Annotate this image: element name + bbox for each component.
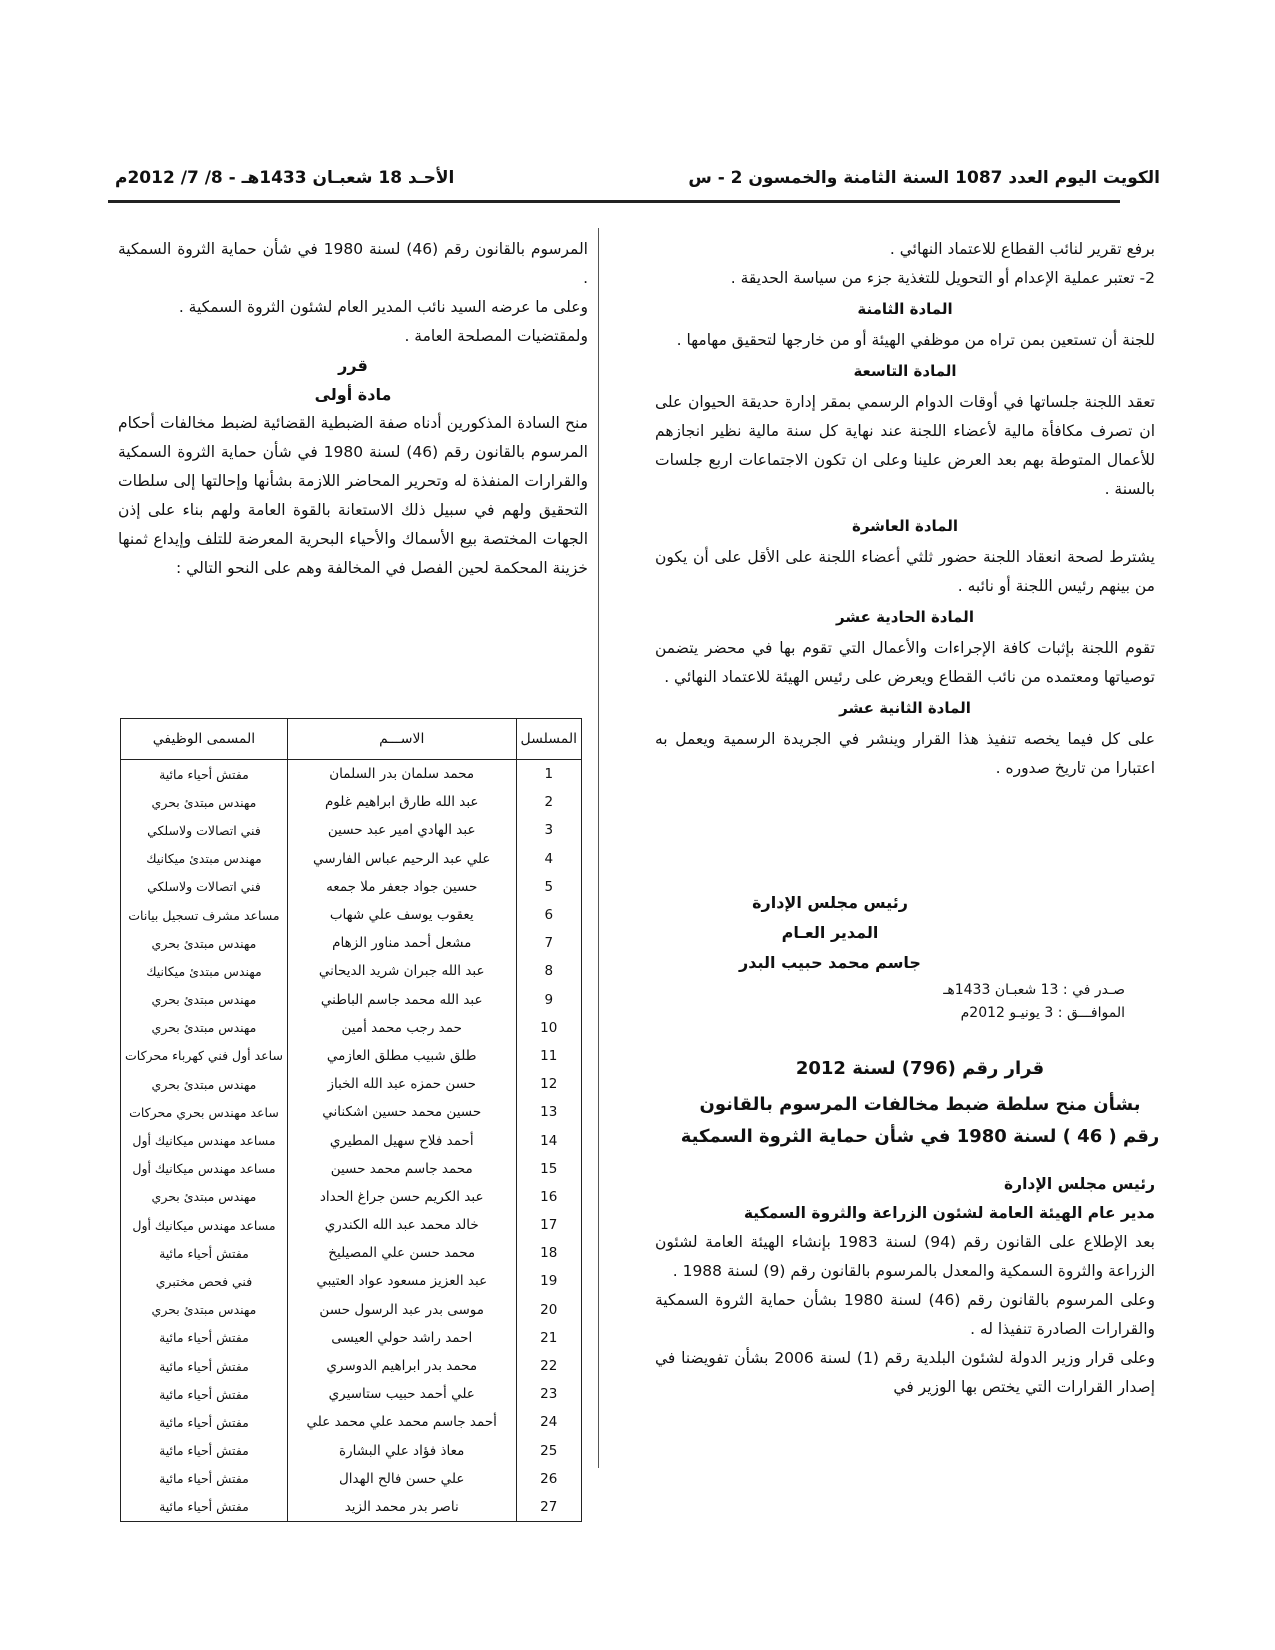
serial-cell: 12 bbox=[516, 1070, 581, 1098]
serial-cell: 18 bbox=[516, 1239, 581, 1267]
job-cell: مهندس مبتدئ بحري bbox=[121, 1014, 288, 1042]
article-heading: المادة الثانية عشر bbox=[839, 699, 971, 717]
name-cell: عبد العزيز مسعود عواد العتيبي bbox=[287, 1267, 516, 1295]
header-serial: المسلسل bbox=[516, 719, 581, 760]
date-header: الأحـد 18 شعبـان 1433هـ - 8/ 7/ 2012م bbox=[115, 168, 455, 188]
table-row bbox=[121, 1211, 582, 1239]
serial-cell: 5 bbox=[516, 873, 581, 901]
job-cell: مهندس مبتدئ بحري bbox=[121, 1296, 288, 1324]
job-cell: فني اتصالات ولاسلكي bbox=[121, 816, 288, 844]
table-row bbox=[121, 1380, 582, 1408]
table-row bbox=[121, 957, 582, 985]
serial-cell: 26 bbox=[516, 1465, 581, 1493]
table-row bbox=[121, 1070, 582, 1098]
job-cell: ساعد مهندس بحري محركات bbox=[121, 1098, 288, 1126]
decree-role: مدير عام الهيئة العامة لشئون الزراعة والثروة السمكية bbox=[743, 1204, 1155, 1222]
paragraph: وعلى المرسوم بالقانون رقم (46) لسنة 1980 بشأن حماية الثروة السمكية والقرارات الصادرة تنفيذا له . bbox=[655, 1291, 1155, 1338]
name-cell: أحمد فلاح سهيل المطيري bbox=[287, 1126, 516, 1154]
table-row bbox=[121, 1014, 582, 1042]
job-cell: مهندس مبتدئ ميكانيك bbox=[121, 845, 288, 873]
serial-cell: 10 bbox=[516, 1014, 581, 1042]
job-cell: مفتش أحياء مائية bbox=[121, 1324, 288, 1352]
paragraph: وعلى ما عرضه السيد نائب المدير العام لشئون الثروة السمكية . bbox=[178, 298, 588, 316]
job-cell: مهندس مبتدئ بحري bbox=[121, 1070, 288, 1098]
name-cell: موسى بدر عبد الرسول حسن bbox=[287, 1296, 516, 1324]
paragraph: تقوم اللجنة بإثبات كافة الإجراءات والأعمال التي تقوم بها في محضر يتضمن توصياتها ومعتمده من نائب القطاع ويعرض على رئيس الهيئة للاعتماد النهائي . bbox=[655, 639, 1155, 686]
job-cell: مفتش أحياء مائية bbox=[121, 1380, 288, 1408]
serial-cell: 21 bbox=[516, 1324, 581, 1352]
serial-cell: 15 bbox=[516, 1155, 581, 1183]
name-cell: محمد جاسم محمد حسين bbox=[287, 1155, 516, 1183]
job-cell: مهندس مبتدئ ميكانيك bbox=[121, 957, 288, 985]
job-cell: مساعد مهندس ميكانيك أول bbox=[121, 1211, 288, 1239]
issued-date: صـدر في : 13 شعبـان 1433هـ bbox=[943, 982, 1125, 998]
signature-role: المدير العـام bbox=[781, 923, 879, 942]
serial-cell: 16 bbox=[516, 1183, 581, 1211]
table-row bbox=[121, 1352, 582, 1380]
job-cell: مفتش أحياء مائية bbox=[121, 1437, 288, 1465]
name-cell: محمد بدر ابراهيم الدوسري bbox=[287, 1352, 516, 1380]
name-cell: معاذ فؤاد علي البشارة bbox=[287, 1437, 516, 1465]
officers-table bbox=[120, 718, 582, 1522]
paragraph: المرسوم بالقانون رقم (46) لسنة 1980 في شأن حماية الثروة السمكية . bbox=[118, 240, 588, 287]
table-row bbox=[121, 1183, 582, 1211]
serial-cell: 6 bbox=[516, 901, 581, 929]
job-cell: مفتش أحياء مائية bbox=[121, 1465, 288, 1493]
table-row bbox=[121, 1126, 582, 1154]
table-row bbox=[121, 1267, 582, 1295]
table-row bbox=[121, 816, 582, 844]
article-heading: مادة أولى bbox=[314, 385, 392, 404]
table-row bbox=[121, 986, 582, 1014]
paragraph: ولمقتضيات المصلحة العامة . bbox=[404, 327, 588, 345]
header-job: المسمى الوظيفي bbox=[121, 719, 288, 760]
serial-cell: 25 bbox=[516, 1437, 581, 1465]
name-cell: محمد سلمان بدر السلمان bbox=[287, 760, 516, 789]
table-row bbox=[121, 1239, 582, 1267]
table-row bbox=[121, 873, 582, 901]
article-heading: المادة العاشرة bbox=[851, 517, 959, 535]
name-cell: طلق شبيب مطلق العازمي bbox=[287, 1042, 516, 1070]
decree-subtitle: بشأن منح سلطة ضبط مخالفات المرسوم بالقانون bbox=[699, 1094, 1141, 1115]
article-heading: المادة التاسعة bbox=[853, 362, 957, 380]
article-heading: المادة الحادية عشر bbox=[836, 608, 974, 626]
table-row bbox=[121, 1493, 582, 1522]
job-cell: مساعد مشرف تسجيل بيانات bbox=[121, 901, 288, 929]
serial-cell: 14 bbox=[516, 1126, 581, 1154]
job-cell: مهندس مبتدئ بحري bbox=[121, 788, 288, 816]
serial-cell: 11 bbox=[516, 1042, 581, 1070]
decree-title: قرار رقم (796) لسنة 2012 bbox=[795, 1058, 1045, 1079]
name-cell: خالد محمد عبد الله الكندري bbox=[287, 1211, 516, 1239]
decree-body bbox=[655, 1170, 1155, 1402]
table-row bbox=[121, 929, 582, 957]
paragraph: يشترط لصحة انعقاد اللجنة حضور ثلثي أعضاء اللجنة على الأقل على أن يكون من بينهم رئيس اللجنة أو نائبه . bbox=[655, 548, 1155, 595]
serial-cell: 8 bbox=[516, 957, 581, 985]
job-cell: مساعد مهندس ميكانيك أول bbox=[121, 1126, 288, 1154]
table-header-row bbox=[121, 719, 582, 760]
paragraph: تعقد اللجنة جلساتها في أوقات الدوام الرسمي بمقر إدارة حديقة الحيوان على ان تصرف مكافأة مالية لأعضاء اللجنة عند نهاية كل سنة مالية نظير انجازهم للأعمال المتوطة بهم بعد العرض علينا وعلى ان تكون الاجتماعات اربع جلسات بالسنة . bbox=[655, 393, 1155, 498]
paragraph: برفع تقرير لنائب القطاع للاعتماد النهائي . bbox=[889, 240, 1155, 258]
signature-name: جاسم محمد حبيب البدر bbox=[739, 953, 921, 972]
name-cell: علي حسن فالح الهدال bbox=[287, 1465, 516, 1493]
name-cell: يعقوب يوسف علي شهاب bbox=[287, 901, 516, 929]
table-row bbox=[121, 1296, 582, 1324]
job-cell: مفتش أحياء مائية bbox=[121, 760, 288, 789]
paragraph: على كل فيما يخصه تنفيذ هذا القرار وينشر في الجريدة الرسمية ويعمل به اعتبارا من تاريخ صدوره . bbox=[655, 730, 1155, 777]
name-cell: علي عبد الرحيم عباس الفارسي bbox=[287, 845, 516, 873]
paragraph: وعلى قرار وزير الدولة لشئون البلدية رقم (1) لسنة 2006 بشأن تفويضنا في إصدار القرارات التي يختص بها الوزير في bbox=[655, 1349, 1155, 1396]
left-column bbox=[118, 235, 588, 583]
name-cell: عبد الهادي امير عبد حسين bbox=[287, 816, 516, 844]
name-cell: حسين محمد حسين اشكناني bbox=[287, 1098, 516, 1126]
job-cell: ساعد أول فني كهرباء محركات bbox=[121, 1042, 288, 1070]
job-cell: مهندس مبتدئ بحري bbox=[121, 986, 288, 1014]
job-cell: مهندس مبتدئ بحري bbox=[121, 929, 288, 957]
name-cell: حسين جواد جعفر ملا جمعه bbox=[287, 873, 516, 901]
serial-cell: 7 bbox=[516, 929, 581, 957]
table-row bbox=[121, 901, 582, 929]
name-cell: علي أحمد حبيب ستاسيري bbox=[287, 1380, 516, 1408]
name-cell: أحمد جاسم محمد علي محمد علي bbox=[287, 1408, 516, 1436]
serial-cell: 13 bbox=[516, 1098, 581, 1126]
job-cell: مفتش أحياء مائية bbox=[121, 1408, 288, 1436]
job-cell: فني اتصالات ولاسلكي bbox=[121, 873, 288, 901]
name-cell: ناصر بدر محمد الزيد bbox=[287, 1493, 516, 1522]
serial-cell: 20 bbox=[516, 1296, 581, 1324]
header-rule bbox=[108, 200, 1120, 203]
job-cell: مساعد مهندس ميكانيك أول bbox=[121, 1155, 288, 1183]
decree-role: رئيس مجلس الإدارة bbox=[1004, 1175, 1155, 1193]
table-row bbox=[121, 1042, 582, 1070]
issue-header: الكويت اليوم العدد 1087 السنة الثامنة والخمسون 2 - س bbox=[688, 168, 1160, 188]
job-cell: فني فحص مختبري bbox=[121, 1267, 288, 1295]
serial-cell: 3 bbox=[516, 816, 581, 844]
serial-cell: 1 bbox=[516, 760, 581, 789]
paragraph: بعد الإطلاع على القانون رقم (94) لسنة 1983 بإنشاء الهيئة العامة لشئون الزراعة والثروة السمكية والمعدل بالمرسوم بالقانون رقم (9) لسنة 1988 . bbox=[655, 1233, 1155, 1280]
name-cell: حسن حمزه عبد الله الخباز bbox=[287, 1070, 516, 1098]
decree-subtitle: رقم ( 46 ) لسنة 1980 في شأن حماية الثروة السمكية bbox=[680, 1126, 1160, 1147]
name-cell: عبد الله طارق ابراهيم غلوم bbox=[287, 788, 516, 816]
serial-cell: 24 bbox=[516, 1408, 581, 1436]
table-row bbox=[121, 760, 582, 789]
decision-word: قرر bbox=[338, 356, 368, 375]
name-cell: عبد الله محمد جاسم الباطني bbox=[287, 986, 516, 1014]
job-cell: مفتش أحياء مائية bbox=[121, 1493, 288, 1522]
article-heading: المادة الثامنة bbox=[857, 300, 953, 318]
table-row bbox=[121, 1098, 582, 1126]
serial-cell: 23 bbox=[516, 1380, 581, 1408]
serial-cell: 27 bbox=[516, 1493, 581, 1522]
serial-cell: 19 bbox=[516, 1267, 581, 1295]
table-row bbox=[121, 788, 582, 816]
name-cell: مشعل أحمد مناور الزهام bbox=[287, 929, 516, 957]
name-cell: عبد الكريم حسن جراغ الحداد bbox=[287, 1183, 516, 1211]
paragraph: للجنة أن تستعين بمن تراه من موظفي الهيئة أو من خارجها لتحقيق مهامها . bbox=[676, 331, 1155, 349]
serial-cell: 17 bbox=[516, 1211, 581, 1239]
right-column bbox=[655, 235, 1155, 783]
issued-date-gregorian: الموافـــق : 3 يونيـو 2012م bbox=[960, 1005, 1125, 1021]
table-row bbox=[121, 1437, 582, 1465]
serial-cell: 4 bbox=[516, 845, 581, 873]
name-cell: عبد الله جبران شريد الديحاني bbox=[287, 957, 516, 985]
paragraph: 2- تعتبر عملية الإعدام أو التحويل للتغذية جزء من سياسة الحديقة . bbox=[730, 269, 1155, 287]
header-name: الاســـم bbox=[287, 719, 516, 760]
table-row bbox=[121, 1465, 582, 1493]
paragraph: منح السادة المذكورين أدناه صفة الضبطية القضائية لضبط مخالفات أحكام المرسوم بالقانون رقم (46) لسنة 1980 في شأن حماية الثروة السمكية والقرارات المنفذة له وتحرير المحاضر اللازمة بشأنها وإحالتها إلى سلطات التحقيق ولهم في سبيل ذلك الاستعانة بالقوة العامة ولهم بناء على إذن الجهات المختصة بيع الأسماك والأحياء البحرية المعرضة للتلف وإيداع ثمنها خزينة المحكمة لحين الفصل في المخالفة وهم على النحو التالي : bbox=[118, 414, 588, 577]
job-cell: مهندس مبتدئ بحري bbox=[121, 1183, 288, 1211]
table-row bbox=[121, 1324, 582, 1352]
serial-cell: 9 bbox=[516, 986, 581, 1014]
job-cell: مفتش أحياء مائية bbox=[121, 1352, 288, 1380]
table-row bbox=[121, 845, 582, 873]
job-cell: مفتش أحياء مائية bbox=[121, 1239, 288, 1267]
signature-title: رئيس مجلس الإدارة bbox=[752, 893, 908, 912]
table-row bbox=[121, 1155, 582, 1183]
name-cell: احمد راشد حولي العيسى bbox=[287, 1324, 516, 1352]
name-cell: محمد حسن علي المصيليخ bbox=[287, 1239, 516, 1267]
serial-cell: 2 bbox=[516, 788, 581, 816]
table-row bbox=[121, 1408, 582, 1436]
column-divider bbox=[598, 228, 599, 1468]
serial-cell: 22 bbox=[516, 1352, 581, 1380]
name-cell: حمد رجب محمد أمين bbox=[287, 1014, 516, 1042]
